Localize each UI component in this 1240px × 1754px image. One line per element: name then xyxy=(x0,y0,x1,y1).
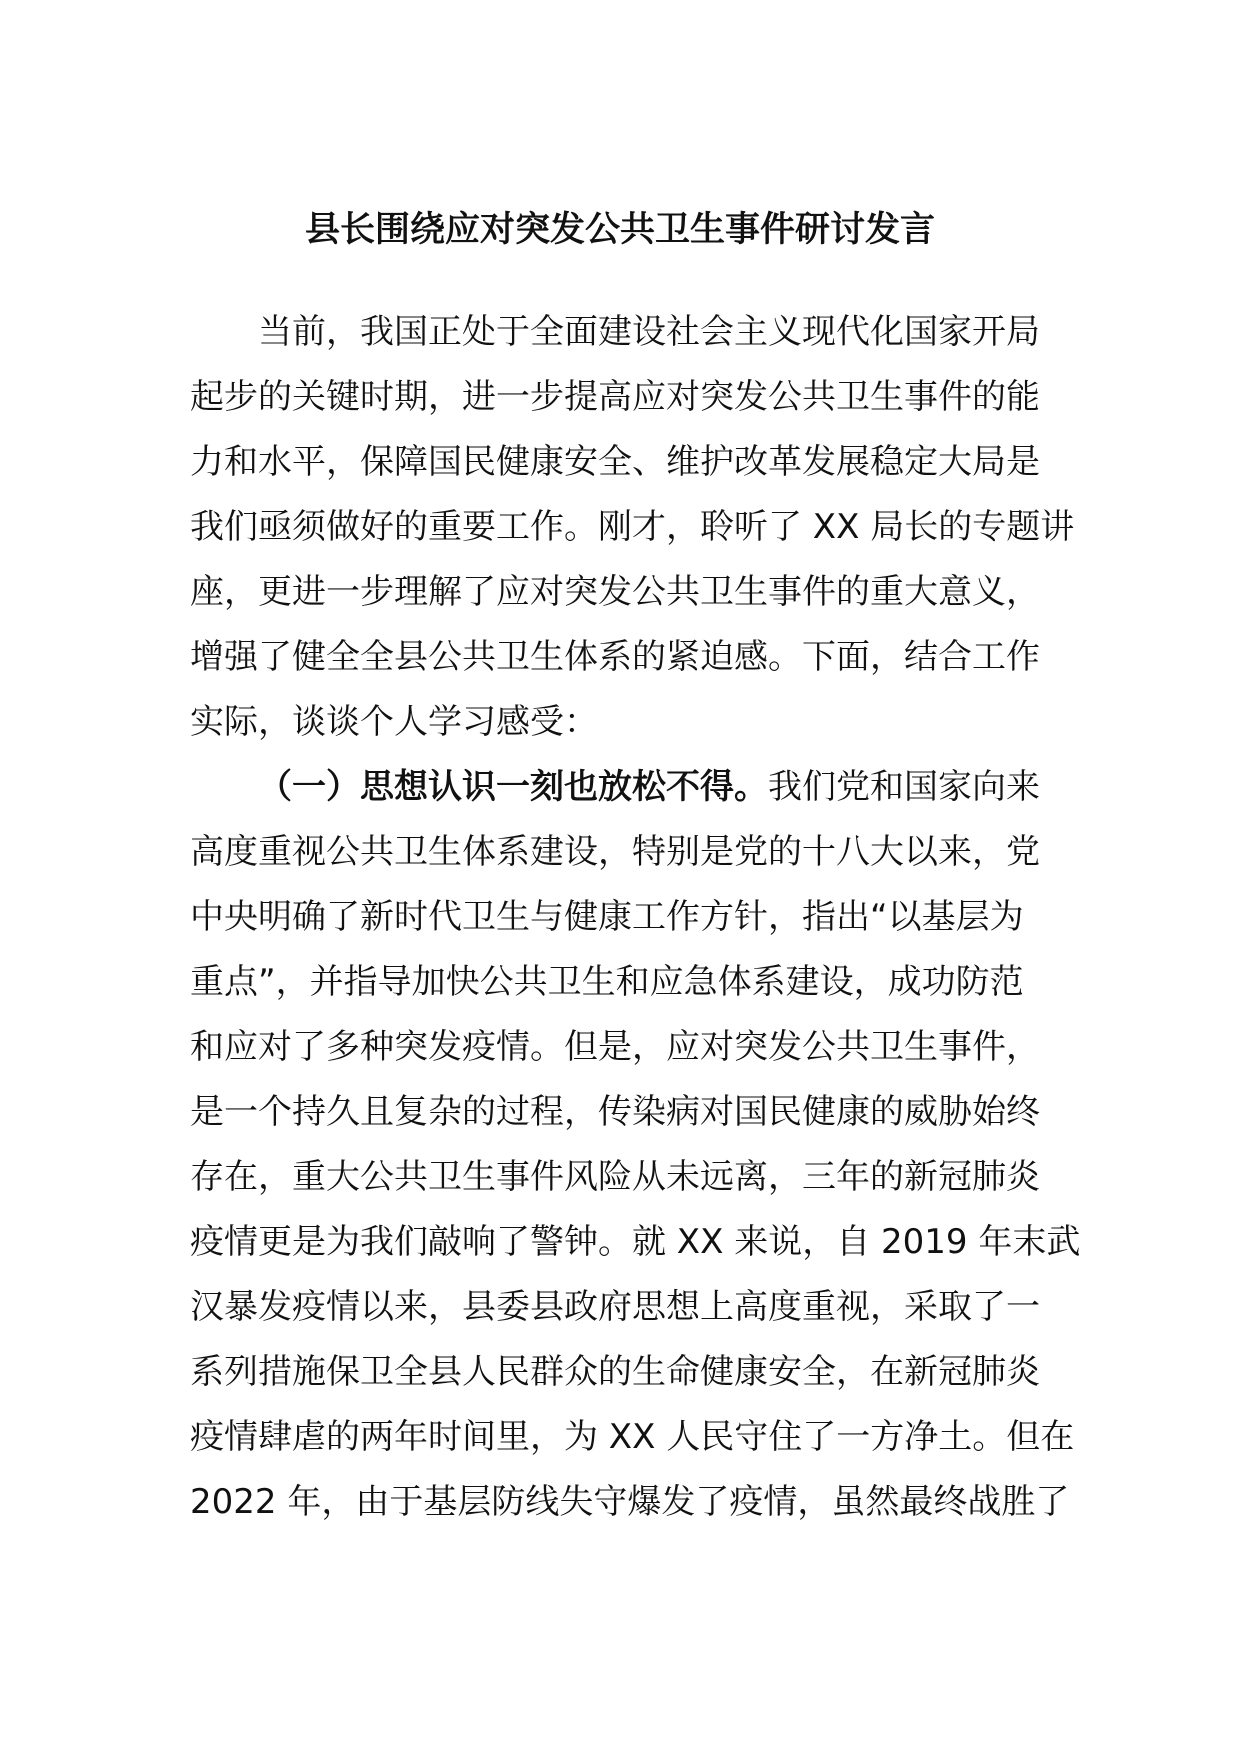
section-heading: （一）思想认识一刻也放松不得。 xyxy=(258,767,768,807)
paragraph-1-line-7: 实际，谈谈个人学习感受： xyxy=(190,702,598,742)
paragraph-2-line-7: 存在，重大公共卫生事件风险从未远离，三年的新冠肺炎 xyxy=(190,1157,1040,1197)
paragraph-1-line-2: 起步的关键时期，进一步提高应对突发公共卫生事件的能 xyxy=(190,377,1040,417)
paragraph-2-line-2: 高度重视公共卫生体系建设，特别是党的十八大以来，党 xyxy=(190,832,1040,872)
paragraph-1-line-4: 我们亟须做好的重要工作。刚才，聆听了 XX 局长的专题讲 xyxy=(190,507,1075,547)
paragraph-2-line-1 xyxy=(190,755,1060,820)
paragraph-2-line-3: 中央明确了新时代卫生与健康工作方针，指出“以基层为 xyxy=(190,897,1024,937)
paragraph-1-line-3: 力和水平，保障国民健康安全、维护改革发展稳定大局是 xyxy=(190,442,1040,482)
document-body xyxy=(190,300,1081,1535)
document-title: 县长围绕应对突发公共卫生事件研讨发言 xyxy=(304,210,935,250)
paragraph-1-line-5: 座，更进一步理解了应对突发公共卫生事件的重大意义， xyxy=(190,572,1040,612)
paragraph-2-line-10: 系列措施保卫全县人民群众的生命健康安全，在新冠肺炎 xyxy=(190,1352,1040,1392)
paragraph-2-line-12: 2022 年，由于基层防线失守爆发了疫情，虽然最终战胜了 xyxy=(190,1482,1070,1522)
paragraph-2-line-9: 汉暴发疫情以来，县委县政府思想上高度重视，采取了一 xyxy=(190,1287,1040,1327)
paragraph-2-line-6: 是一个持久且复杂的过程，传染病对国民健康的威胁始终 xyxy=(190,1092,1040,1132)
paragraph-2-line-5: 和应对了多种突发疫情。但是，应对突发公共卫生事件， xyxy=(190,1027,1040,1067)
paragraph-1-line-1: 当前，我国正处于全面建设社会主义现代化国家开局 xyxy=(258,312,1040,352)
paragraph-1-line-6: 增强了健全全县公共卫生体系的紧迫感。下面，结合工作 xyxy=(190,637,1040,677)
paragraph-2-line-11: 疫情肆虐的两年时间里，为 XX 人民守住了一方净土。但在 xyxy=(190,1417,1075,1457)
paragraph-2-line-1-rest: 我们党和国家向来 xyxy=(768,767,1040,807)
paragraph-2-line-8: 疫情更是为我们敲响了警钟。就 XX 来说，自 2019 年末武 xyxy=(190,1222,1081,1262)
paragraph-2-line-4: 重点”，并指导加快公共卫生和应急体系建设，成功防范 xyxy=(190,962,1024,1002)
